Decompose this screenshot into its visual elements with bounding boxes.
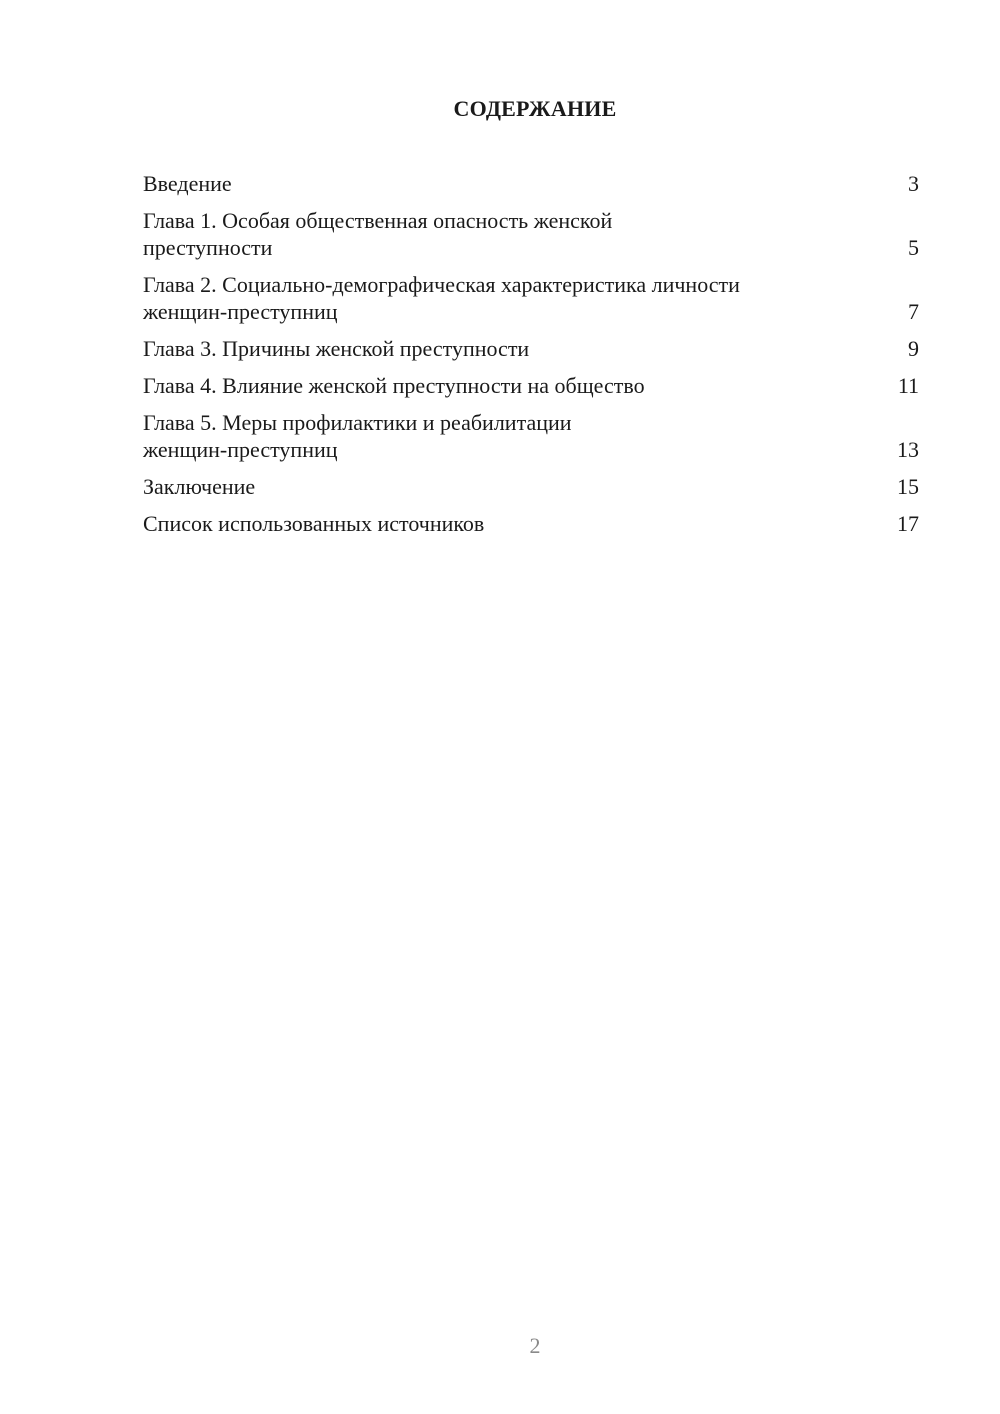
toc-entry: [143, 170, 919, 197]
table-of-contents: [143, 170, 919, 547]
toc-entry: [143, 510, 919, 537]
toc-entry-label: Заключение: [143, 474, 256, 499]
toc-entry-page: 11: [897, 373, 919, 398]
toc-entry-label: Глава 4. Влияние женской преступности на общество: [143, 373, 645, 398]
toc-entry: [143, 335, 919, 362]
toc-entry-page: 9: [908, 336, 919, 361]
toc-entry: [143, 409, 919, 463]
toc-entry-label: Глава 5. Меры профилактики и реабилитации женщин-преступниц: [143, 410, 572, 462]
toc-entry: [143, 271, 919, 325]
toc-entry-label: Глава 1. Особая общественная опасность женской преступности: [143, 208, 613, 260]
page-number: 2: [529, 1333, 541, 1358]
toc-entry-label: Список использованных источников: [143, 511, 485, 536]
toc-entry: [143, 207, 919, 261]
toc-entry-page: 3: [908, 171, 919, 196]
toc-entry-page: 7: [908, 299, 919, 324]
toc-entry-label: Глава 2. Социально-демографическая характеристика личности женщин-преступниц: [143, 272, 740, 324]
page-title: СОДЕРЖАНИЕ: [453, 96, 617, 121]
toc-entry-page: 17: [897, 511, 919, 536]
toc-entry-label: Глава 3. Причины женской преступности: [143, 336, 530, 361]
toc-entry-page: 5: [908, 235, 919, 260]
toc-entry-page: 13: [897, 437, 919, 462]
toc-entry-page: 15: [897, 474, 919, 499]
toc-entry: [143, 372, 919, 399]
toc-entry: [143, 473, 919, 500]
toc-entry-label: Введение: [143, 171, 232, 196]
